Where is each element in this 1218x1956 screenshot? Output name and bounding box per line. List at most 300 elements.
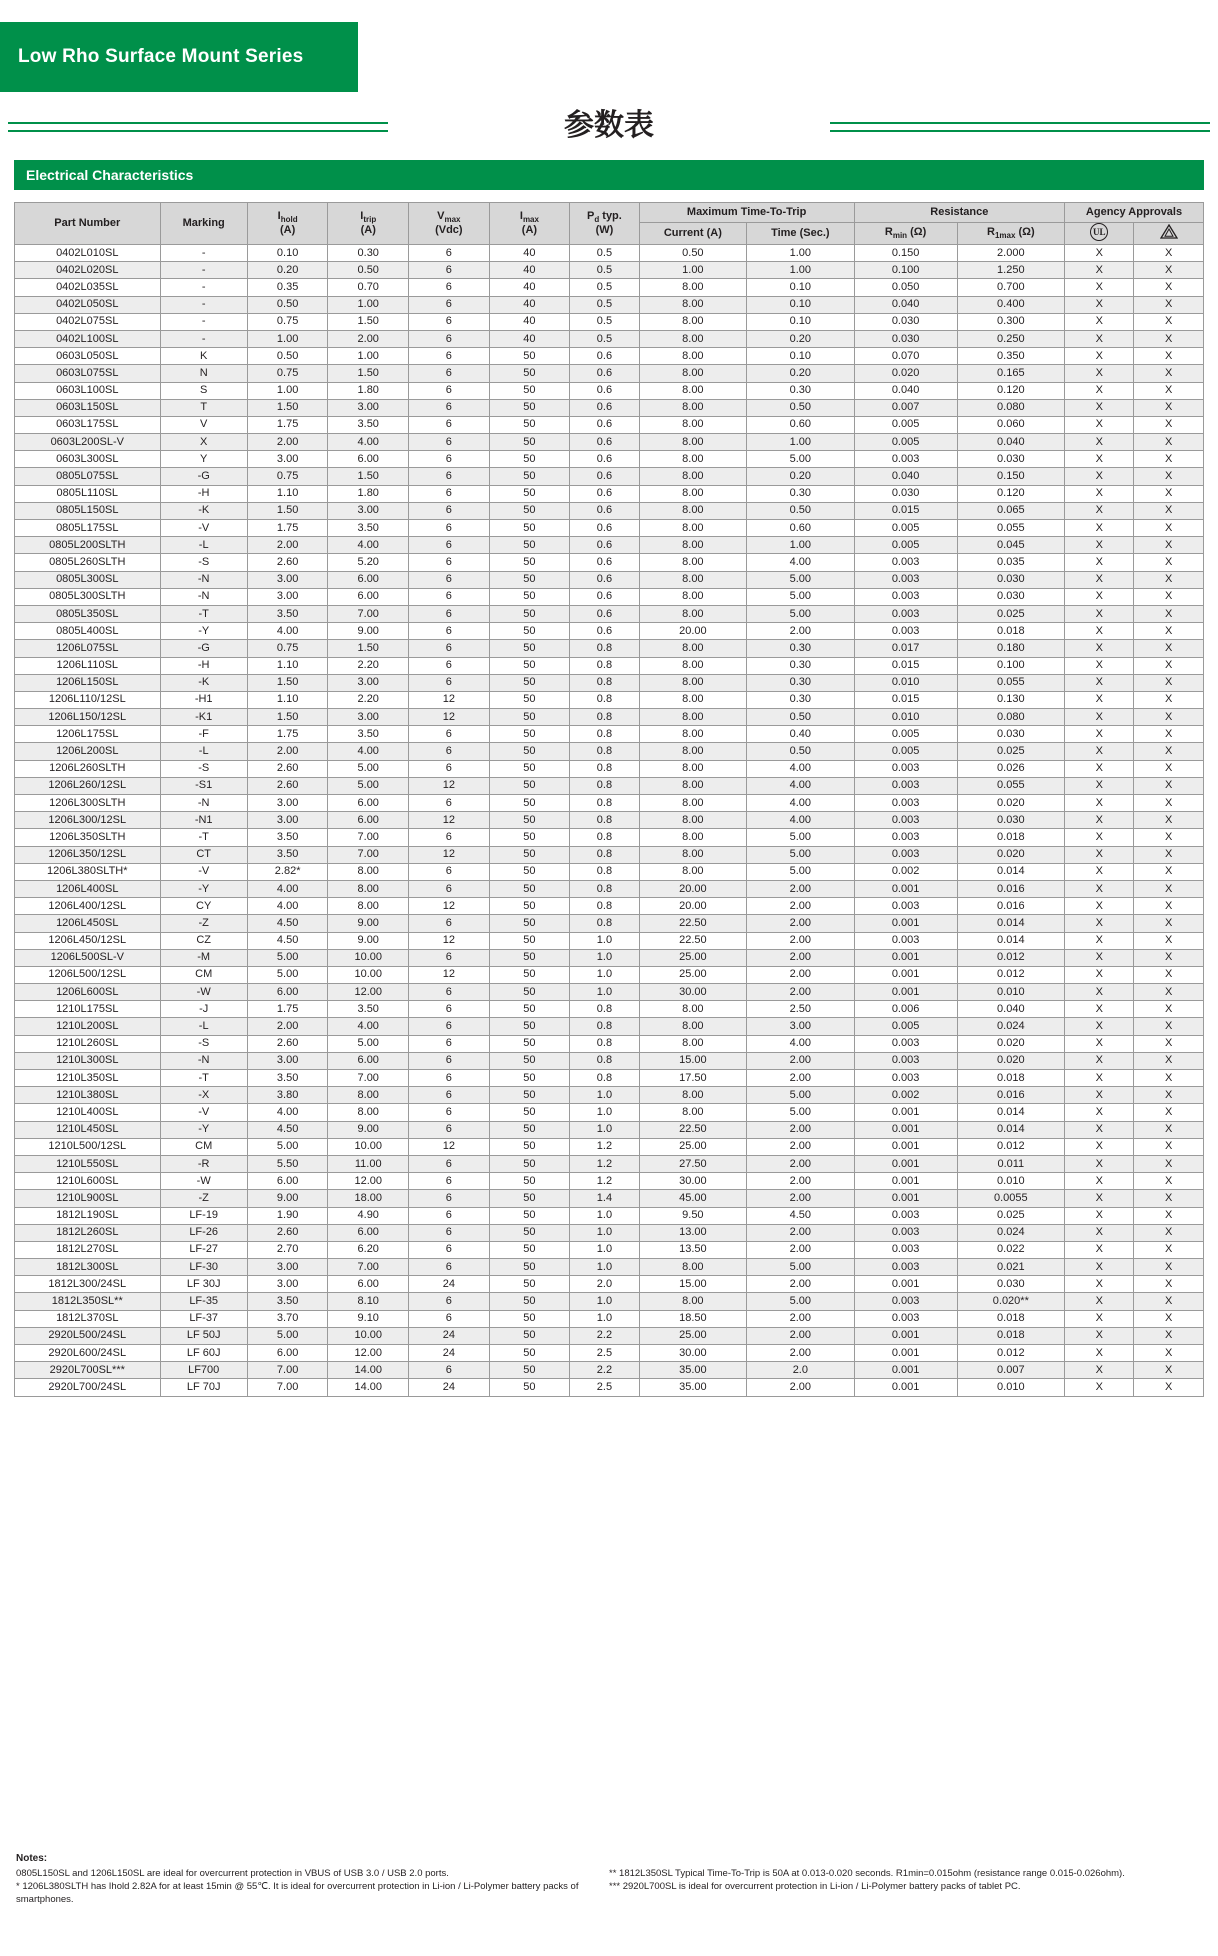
table-cell: 1.2 <box>570 1138 639 1155</box>
table-cell: 0.60 <box>747 416 854 433</box>
table-row <box>15 657 1204 674</box>
table-cell: 50 <box>489 898 570 915</box>
table-cell: 50 <box>489 1155 570 1172</box>
table-cell: X <box>1065 932 1134 949</box>
table-row <box>15 1018 1204 1035</box>
table-cell: X <box>1065 726 1134 743</box>
ul-letters: UL <box>1092 227 1106 237</box>
table-cell: 8.00 <box>639 863 746 880</box>
table-cell: X <box>1065 1121 1134 1138</box>
table-cell: 1.0 <box>570 932 639 949</box>
table-cell: 0.003 <box>854 1259 957 1276</box>
table-cell: 4.50 <box>247 1121 328 1138</box>
table-cell: 1206L260SLTH <box>15 760 161 777</box>
table-cell: X <box>1065 279 1134 296</box>
table-cell: 8.00 <box>328 1104 409 1121</box>
table-cell: 8.00 <box>639 485 746 502</box>
table-row <box>15 898 1204 915</box>
table-cell: 0.003 <box>854 795 957 812</box>
table-cell: 1.0 <box>570 949 639 966</box>
table-cell: 0.030 <box>957 588 1064 605</box>
col-marking: Marking <box>160 203 247 245</box>
table-cell: 0.8 <box>570 743 639 760</box>
table-cell: 6 <box>409 571 490 588</box>
table-cell: 0.120 <box>957 382 1064 399</box>
table-cell: 2.000 <box>957 245 1064 262</box>
table-row <box>15 399 1204 416</box>
table-cell: 4.00 <box>328 434 409 451</box>
table-cell: 0.75 <box>247 468 328 485</box>
table-cell: 0.10 <box>247 245 328 262</box>
table-row <box>15 537 1204 554</box>
table-cell: 30.00 <box>639 1173 746 1190</box>
i-trip-subscript: trip <box>363 215 377 225</box>
table-cell: 1210L500/12SL <box>15 1138 161 1155</box>
table-cell: 40 <box>489 296 570 313</box>
table-cell: 0.50 <box>747 709 854 726</box>
table-cell: X <box>1134 554 1204 571</box>
table-cell: -L <box>160 1018 247 1035</box>
table-cell: 0.20 <box>747 468 854 485</box>
table-cell: 50 <box>489 674 570 691</box>
table-cell: 50 <box>489 1087 570 1104</box>
notes-column-left <box>16 1868 591 1908</box>
table-row <box>15 1362 1204 1379</box>
table-cell: 2.00 <box>747 1155 854 1172</box>
table-row <box>15 588 1204 605</box>
table-cell: 0.10 <box>747 313 854 330</box>
table-cell: 24 <box>409 1379 490 1396</box>
table-cell: 3.50 <box>247 1070 328 1087</box>
table-cell: X <box>1134 468 1204 485</box>
i-trip-symbol: I <box>360 210 364 223</box>
table-cell: 0.003 <box>854 1310 957 1327</box>
col-mttt-time: Time (Sec.) <box>747 223 854 245</box>
table-cell: 6.00 <box>328 588 409 605</box>
table-cell: 8.00 <box>639 1259 746 1276</box>
table-cell: 4.00 <box>747 812 854 829</box>
table-cell: 0.8 <box>570 846 639 863</box>
table-cell: 1210L900SL <box>15 1190 161 1207</box>
table-cell: 0.040 <box>854 382 957 399</box>
i-max-symbol: I <box>519 210 523 223</box>
col-pd-typ <box>570 203 639 245</box>
table-cell: 6 <box>409 365 490 382</box>
table-cell: X <box>1134 1293 1204 1310</box>
table-cell: X <box>1134 829 1204 846</box>
table-cell: 12 <box>409 932 490 949</box>
table-cell: 0.8 <box>570 657 639 674</box>
table-cell: 1.00 <box>247 382 328 399</box>
table-cell: 0.017 <box>854 640 957 657</box>
series-banner <box>0 22 358 92</box>
table-cell: X <box>1134 416 1204 433</box>
table-cell: 0.003 <box>854 760 957 777</box>
table-cell: 50 <box>489 1035 570 1052</box>
table-cell: X <box>1134 520 1204 537</box>
table-cell: 6 <box>409 623 490 640</box>
table-cell: X <box>1134 915 1204 932</box>
table-cell: 0.018 <box>957 829 1064 846</box>
table-cell: 4.00 <box>747 554 854 571</box>
table-cell: 1.2 <box>570 1173 639 1190</box>
table-cell: 0603L150SL <box>15 399 161 416</box>
table-cell: 1.10 <box>247 485 328 502</box>
table-row <box>15 691 1204 708</box>
table-cell: 5.00 <box>747 1293 854 1310</box>
table-cell: 0.8 <box>570 691 639 708</box>
table-cell: X <box>1134 1001 1204 1018</box>
table-cell: 3.70 <box>247 1310 328 1327</box>
note-left-1: 0805L150SL and 1206L150SL are ideal for overcurrent protection in VBUS of USB 3.0 / USB 2.0 ports. <box>16 1867 449 1879</box>
table-cell: X <box>1065 1224 1134 1241</box>
table-row <box>15 1155 1204 1172</box>
table-cell: 6.00 <box>247 984 328 1001</box>
table-cell: S <box>160 382 247 399</box>
table-cell: 0.8 <box>570 674 639 691</box>
table-row <box>15 949 1204 966</box>
table-cell: 2.00 <box>747 1052 854 1069</box>
table-cell: 0603L100SL <box>15 382 161 399</box>
table-cell: 0.003 <box>854 571 957 588</box>
table-cell: LF 50J <box>160 1327 247 1344</box>
table-cell: 20.00 <box>639 898 746 915</box>
table-cell: 0603L050SL <box>15 348 161 365</box>
table-cell: 1206L200SL <box>15 743 161 760</box>
table-cell: 0.001 <box>854 1327 957 1344</box>
table-cell: X <box>1065 245 1134 262</box>
table-cell: 0.30 <box>747 691 854 708</box>
page-title: 参数表 <box>564 108 654 143</box>
table-cell: 7.00 <box>328 829 409 846</box>
table-cell: X <box>1134 1155 1204 1172</box>
table-cell: 0402L035SL <box>15 279 161 296</box>
table-cell: -H1 <box>160 691 247 708</box>
table-row <box>15 571 1204 588</box>
title-row <box>0 100 1218 148</box>
table-cell: 0.030 <box>957 1276 1064 1293</box>
table-cell: 0.001 <box>854 1190 957 1207</box>
table-cell: 40 <box>489 330 570 347</box>
table-cell: X <box>1065 691 1134 708</box>
table-cell: 2.00 <box>747 1224 854 1241</box>
table-cell: X <box>1065 949 1134 966</box>
table-cell: 11.00 <box>328 1155 409 1172</box>
table-cell: 5.20 <box>328 554 409 571</box>
table-cell: 3.50 <box>328 520 409 537</box>
table-cell: 50 <box>489 1173 570 1190</box>
table-cell: - <box>160 245 247 262</box>
table-cell: 50 <box>489 1207 570 1224</box>
table-cell: 1.0 <box>570 1224 639 1241</box>
table-cell: -N <box>160 571 247 588</box>
table-cell: 6.00 <box>328 571 409 588</box>
table-cell: 0.010 <box>957 1379 1064 1396</box>
table-cell: 4.50 <box>747 1207 854 1224</box>
table-cell: 1206L350/12SL <box>15 846 161 863</box>
table-cell: 6 <box>409 554 490 571</box>
table-cell: X <box>1134 279 1204 296</box>
table-cell: 0.100 <box>957 657 1064 674</box>
table-cell: 0.8 <box>570 1018 639 1035</box>
table-cell: X <box>1134 691 1204 708</box>
table-cell: 7.00 <box>328 1259 409 1276</box>
table-cell: CY <box>160 898 247 915</box>
table-cell: -V <box>160 1104 247 1121</box>
table-cell: 1.0 <box>570 1241 639 1258</box>
table-cell: 1206L150/12SL <box>15 709 161 726</box>
table-cell: 3.50 <box>247 1293 328 1310</box>
table-cell: 6 <box>409 1259 490 1276</box>
table-cell: 0.012 <box>957 1345 1064 1362</box>
table-cell: 0.003 <box>854 1224 957 1241</box>
table-cell: 50 <box>489 812 570 829</box>
table-cell: 0.080 <box>957 709 1064 726</box>
table-cell: 50 <box>489 520 570 537</box>
table-cell: 3.00 <box>328 399 409 416</box>
table-cell: 1.2 <box>570 1155 639 1172</box>
table-cell: 8.00 <box>328 863 409 880</box>
table-cell: 0402L075SL <box>15 313 161 330</box>
rule-right <box>830 122 1210 132</box>
v-max-unit: (Vdc) <box>435 223 463 236</box>
table-cell: X <box>1065 623 1134 640</box>
table-cell: 6 <box>409 1121 490 1138</box>
table-cell: 0.60 <box>747 520 854 537</box>
table-cell: X <box>1134 966 1204 983</box>
table-cell: 1.0 <box>570 1259 639 1276</box>
table-cell: 50 <box>489 1379 570 1396</box>
table-cell: 1206L075SL <box>15 640 161 657</box>
table-cell: 6 <box>409 1224 490 1241</box>
table-row <box>15 1104 1204 1121</box>
table-row <box>15 915 1204 932</box>
table-cell: 6 <box>409 434 490 451</box>
table-cell: 6 <box>409 760 490 777</box>
spec-table-body <box>15 245 1204 1397</box>
table-cell: 0.014 <box>957 863 1064 880</box>
table-cell: 0.75 <box>247 640 328 657</box>
v-max-subscript: max <box>444 215 461 225</box>
table-cell: X <box>1134 1207 1204 1224</box>
table-cell: 8.00 <box>639 1035 746 1052</box>
table-cell: 50 <box>489 1138 570 1155</box>
table-cell: 0805L200SLTH <box>15 537 161 554</box>
table-cell: 0.165 <box>957 365 1064 382</box>
table-cell: X <box>1065 451 1134 468</box>
table-cell: 2.00 <box>328 330 409 347</box>
i-max-unit: (A) <box>521 223 538 236</box>
table-cell: 18.50 <box>639 1310 746 1327</box>
table-cell: 5.00 <box>328 760 409 777</box>
table-cell: 1210L600SL <box>15 1173 161 1190</box>
table-cell: 1.00 <box>747 245 854 262</box>
table-cell: 6.00 <box>328 451 409 468</box>
table-cell: 50 <box>489 348 570 365</box>
table-cell: 0.007 <box>957 1362 1064 1379</box>
table-cell: 50 <box>489 1121 570 1138</box>
table-cell: LF-26 <box>160 1224 247 1241</box>
table-cell: X <box>1065 1241 1134 1258</box>
table-cell: 50 <box>489 657 570 674</box>
table-cell: 0.001 <box>854 966 957 983</box>
table-cell: X <box>1134 1241 1204 1258</box>
table-cell: 0.30 <box>747 640 854 657</box>
table-cell: 1.0 <box>570 966 639 983</box>
table-cell: X <box>1065 1327 1134 1344</box>
table-cell: X <box>1134 1276 1204 1293</box>
table-cell: X <box>1134 623 1204 640</box>
table-cell: 2.00 <box>747 1190 854 1207</box>
table-cell: 12.00 <box>328 984 409 1001</box>
table-cell: 50 <box>489 863 570 880</box>
table-cell: 50 <box>489 915 570 932</box>
table-cell: 0.5 <box>570 313 639 330</box>
table-cell: X <box>1065 1207 1134 1224</box>
table-cell: 0.055 <box>957 674 1064 691</box>
table-cell: 0.020 <box>957 795 1064 812</box>
table-cell: 6 <box>409 1241 490 1258</box>
table-cell: 8.00 <box>639 812 746 829</box>
table-cell: 0.014 <box>957 1121 1064 1138</box>
table-cell: 1206L260/12SL <box>15 777 161 794</box>
table-cell: X <box>1134 348 1204 365</box>
r-1max-unit: (Ω) <box>1018 225 1035 238</box>
table-cell: 0.030 <box>854 313 957 330</box>
table-cell: X <box>1065 1190 1134 1207</box>
table-cell: 2.00 <box>747 880 854 897</box>
table-cell: X <box>1134 537 1204 554</box>
table-cell: 6 <box>409 262 490 279</box>
table-cell: X <box>1134 1138 1204 1155</box>
table-cell: 0805L175SL <box>15 520 161 537</box>
table-cell: 5.00 <box>328 777 409 794</box>
table-cell: 0.003 <box>854 829 957 846</box>
table-row <box>15 279 1204 296</box>
table-cell: 50 <box>489 709 570 726</box>
table-cell: 6 <box>409 949 490 966</box>
table-cell: 50 <box>489 588 570 605</box>
table-cell: -Y <box>160 880 247 897</box>
table-cell: -F <box>160 726 247 743</box>
table-cell: LF 70J <box>160 1379 247 1396</box>
table-cell: 0.003 <box>854 623 957 640</box>
table-cell: X <box>1065 812 1134 829</box>
table-cell: 0.30 <box>747 382 854 399</box>
table-cell: 50 <box>489 382 570 399</box>
table-cell: N <box>160 365 247 382</box>
table-cell: 2.00 <box>747 949 854 966</box>
table-cell: 5.00 <box>247 949 328 966</box>
table-cell: 1206L450/12SL <box>15 932 161 949</box>
table-cell: 8.00 <box>639 416 746 433</box>
table-cell: X <box>1134 1052 1204 1069</box>
table-cell: 2.00 <box>747 1310 854 1327</box>
table-cell: 2.00 <box>747 1241 854 1258</box>
table-cell: -Z <box>160 915 247 932</box>
table-cell: 2.00 <box>747 1138 854 1155</box>
table-cell: 1.00 <box>747 537 854 554</box>
table-cell: 0.003 <box>854 1241 957 1258</box>
table-row <box>15 485 1204 502</box>
table-cell: X <box>1065 915 1134 932</box>
r-min-subscript: min <box>892 231 908 241</box>
table-cell: 15.00 <box>639 1276 746 1293</box>
table-cell: X <box>1065 1276 1134 1293</box>
table-cell: 0.001 <box>854 1379 957 1396</box>
table-cell: 0.050 <box>854 279 957 296</box>
table-cell: 0805L260SLTH <box>15 554 161 571</box>
table-cell: 0.035 <box>957 554 1064 571</box>
table-cell: 0.018 <box>957 623 1064 640</box>
table-cell: 4.00 <box>247 898 328 915</box>
table-cell: 8.00 <box>639 554 746 571</box>
table-cell: 9.00 <box>328 623 409 640</box>
table-cell: 0.250 <box>957 330 1064 347</box>
table-cell: 0.001 <box>854 915 957 932</box>
table-cell: 1.00 <box>328 348 409 365</box>
table-cell: 4.00 <box>328 537 409 554</box>
table-cell: X <box>1134 588 1204 605</box>
table-cell: 3.00 <box>247 571 328 588</box>
table-cell: X <box>1134 1259 1204 1276</box>
table-cell: 0.5 <box>570 262 639 279</box>
table-row <box>15 520 1204 537</box>
table-cell: X <box>1065 537 1134 554</box>
table-cell: 1.10 <box>247 657 328 674</box>
table-cell: -V <box>160 520 247 537</box>
table-cell: 0.8 <box>570 1070 639 1087</box>
table-cell: V <box>160 416 247 433</box>
table-cell: 9.00 <box>328 915 409 932</box>
table-cell: 1.50 <box>328 640 409 657</box>
table-cell: X <box>1065 760 1134 777</box>
table-cell: 0.005 <box>854 416 957 433</box>
table-cell: -R <box>160 1155 247 1172</box>
table-cell: 2.20 <box>328 657 409 674</box>
table-cell: 0.015 <box>854 691 957 708</box>
table-cell: 5.00 <box>328 1035 409 1052</box>
table-cell: 0.012 <box>957 949 1064 966</box>
table-cell: 2.70 <box>247 1241 328 1258</box>
table-cell: X <box>1134 1310 1204 1327</box>
table-cell: 50 <box>489 1345 570 1362</box>
table-cell: 6.00 <box>328 1224 409 1241</box>
table-cell: 5.00 <box>747 588 854 605</box>
table-cell: 3.00 <box>328 502 409 519</box>
table-cell: 50 <box>489 399 570 416</box>
table-cell: 7.00 <box>328 846 409 863</box>
table-cell: 0.055 <box>957 777 1064 794</box>
table-cell: LF-19 <box>160 1207 247 1224</box>
table-cell: 0.055 <box>957 520 1064 537</box>
table-cell: X <box>1065 743 1134 760</box>
table-cell: X <box>1134 949 1204 966</box>
table-row <box>15 1138 1204 1155</box>
table-cell: -T <box>160 1070 247 1087</box>
table-cell: 2.60 <box>247 1035 328 1052</box>
table-cell: 0.030 <box>854 330 957 347</box>
table-cell: 0.8 <box>570 760 639 777</box>
table-cell: 50 <box>489 984 570 1001</box>
table-cell: 15.00 <box>639 1052 746 1069</box>
table-cell: -Z <box>160 1190 247 1207</box>
table-cell: X <box>1065 1001 1134 1018</box>
table-cell: 0.6 <box>570 434 639 451</box>
table-cell: 0.030 <box>854 485 957 502</box>
table-cell: 6 <box>409 520 490 537</box>
table-cell: 12 <box>409 1138 490 1155</box>
